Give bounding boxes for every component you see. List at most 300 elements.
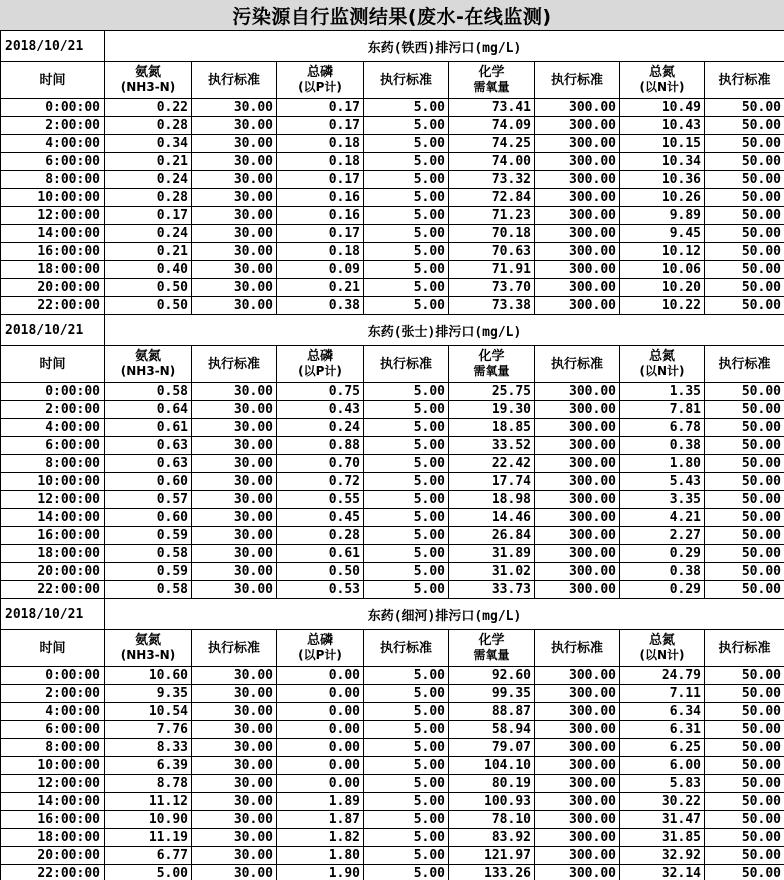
cell-ammonia-standard: 30.00 xyxy=(192,171,277,189)
header-standard xyxy=(192,62,277,99)
header-label: (以N计) xyxy=(639,648,685,662)
cell-nitrogen: 10.06 xyxy=(620,261,705,279)
section-outlet-name: 东药(张士)排污口(mg/L) xyxy=(105,315,784,346)
cell-ammonia-standard: 30.00 xyxy=(192,261,277,279)
header-label: 执行标准 xyxy=(379,640,432,656)
cell-time: 18:00:00 xyxy=(1,545,105,563)
cell-phosphorus-standard: 5.00 xyxy=(364,225,449,243)
cell-cod: 22.42 xyxy=(449,455,535,473)
table-row xyxy=(1,865,784,880)
cell-nitrogen: 10.20 xyxy=(620,279,705,297)
cell-cod-standard: 300.00 xyxy=(535,793,620,811)
cell-cod-standard: 300.00 xyxy=(535,667,620,685)
cell-nitrogen: 6.31 xyxy=(620,721,705,739)
cell-cod-standard: 300.00 xyxy=(535,243,620,261)
cell-phosphorus-standard: 5.00 xyxy=(364,279,449,297)
table-row xyxy=(1,545,784,563)
cell-cod-standard: 300.00 xyxy=(535,383,620,401)
cell-ammonia-standard: 30.00 xyxy=(192,225,277,243)
monitoring-table xyxy=(0,30,784,880)
cell-nitrogen-standard: 50.00 xyxy=(705,491,784,509)
cell-phosphorus: 0.18 xyxy=(277,135,364,153)
cell-time: 0:00:00 xyxy=(1,667,105,685)
header-ammonia xyxy=(105,62,192,99)
cell-time: 14:00:00 xyxy=(1,509,105,527)
cell-ammonia-standard: 30.00 xyxy=(192,739,277,757)
cell-cod: 104.10 xyxy=(449,757,535,775)
header-standard xyxy=(535,346,620,383)
cell-cod-standard: 300.00 xyxy=(535,189,620,207)
cell-cod: 18.98 xyxy=(449,491,535,509)
cell-cod: 33.52 xyxy=(449,437,535,455)
cell-phosphorus: 0.17 xyxy=(277,99,364,117)
cell-ammonia: 0.21 xyxy=(105,153,192,171)
cell-ammonia: 0.63 xyxy=(105,455,192,473)
header-label: (以P计) xyxy=(298,648,342,662)
table-row xyxy=(1,437,784,455)
header-label: 时间 xyxy=(39,356,66,372)
cell-phosphorus: 1.82 xyxy=(277,829,364,847)
cell-time: 20:00:00 xyxy=(1,847,105,865)
cell-ammonia: 6.77 xyxy=(105,847,192,865)
cell-phosphorus: 1.87 xyxy=(277,811,364,829)
cell-cod-standard: 300.00 xyxy=(535,527,620,545)
cell-cod-standard: 300.00 xyxy=(535,865,620,880)
cell-time: 18:00:00 xyxy=(1,829,105,847)
header-label: (以N计) xyxy=(639,364,685,378)
cell-ammonia: 11.12 xyxy=(105,793,192,811)
cell-phosphorus-standard: 5.00 xyxy=(364,455,449,473)
cell-time: 4:00:00 xyxy=(1,703,105,721)
cell-phosphorus-standard: 5.00 xyxy=(364,261,449,279)
cell-nitrogen: 3.35 xyxy=(620,491,705,509)
cell-ammonia: 0.28 xyxy=(105,189,192,207)
cell-time: 4:00:00 xyxy=(1,419,105,437)
cell-ammonia-standard: 30.00 xyxy=(192,563,277,581)
cell-ammonia-standard: 30.00 xyxy=(192,455,277,473)
table-row xyxy=(1,793,784,811)
header-standard xyxy=(535,62,620,99)
cell-phosphorus-standard: 5.00 xyxy=(364,473,449,491)
section-outlet-name: 东药(细河)排污口(mg/L) xyxy=(105,599,784,630)
cell-nitrogen: 31.47 xyxy=(620,811,705,829)
cell-ammonia-standard: 30.00 xyxy=(192,473,277,491)
cell-cod-standard: 300.00 xyxy=(535,581,620,599)
header-label: 氨氮 xyxy=(134,633,161,648)
table-row xyxy=(1,401,784,419)
cell-nitrogen: 1.35 xyxy=(620,383,705,401)
cell-nitrogen-standard: 50.00 xyxy=(705,135,784,153)
cell-nitrogen-standard: 50.00 xyxy=(705,279,784,297)
cell-cod-standard: 300.00 xyxy=(535,117,620,135)
cell-cod-standard: 300.00 xyxy=(535,545,620,563)
header-label: (以P计) xyxy=(298,80,342,94)
cell-phosphorus-standard: 5.00 xyxy=(364,739,449,757)
cell-ammonia-standard: 30.00 xyxy=(192,811,277,829)
cell-cod-standard: 300.00 xyxy=(535,473,620,491)
cell-time: 14:00:00 xyxy=(1,225,105,243)
table-row xyxy=(1,99,784,117)
header-label: 氨氮 xyxy=(134,349,161,364)
cell-phosphorus: 0.61 xyxy=(277,545,364,563)
cell-phosphorus: 0.00 xyxy=(277,703,364,721)
cell-nitrogen-standard: 50.00 xyxy=(705,545,784,563)
cell-nitrogen: 6.78 xyxy=(620,419,705,437)
cell-cod: 31.89 xyxy=(449,545,535,563)
cell-ammonia: 8.78 xyxy=(105,775,192,793)
header-label: 执行标准 xyxy=(379,356,432,372)
cell-time: 10:00:00 xyxy=(1,757,105,775)
cell-phosphorus-standard: 5.00 xyxy=(364,811,449,829)
cell-phosphorus: 0.75 xyxy=(277,383,364,401)
cell-time: 2:00:00 xyxy=(1,685,105,703)
cell-cod-standard: 300.00 xyxy=(535,739,620,757)
table-row xyxy=(1,261,784,279)
cell-nitrogen-standard: 50.00 xyxy=(705,455,784,473)
header-label: 需氧量 xyxy=(473,80,510,94)
cell-nitrogen-standard: 50.00 xyxy=(705,739,784,757)
cell-phosphorus: 0.43 xyxy=(277,401,364,419)
cell-ammonia-standard: 30.00 xyxy=(192,419,277,437)
cell-phosphorus-standard: 5.00 xyxy=(364,581,449,599)
cell-ammonia: 9.35 xyxy=(105,685,192,703)
cell-ammonia: 10.60 xyxy=(105,667,192,685)
column-header-row xyxy=(1,346,784,383)
cell-nitrogen-standard: 50.00 xyxy=(705,721,784,739)
cell-nitrogen-standard: 50.00 xyxy=(705,261,784,279)
header-label: 执行标准 xyxy=(207,640,260,656)
cell-phosphorus: 1.90 xyxy=(277,865,364,880)
cell-cod: 33.73 xyxy=(449,581,535,599)
cell-phosphorus-standard: 5.00 xyxy=(364,401,449,419)
cell-nitrogen-standard: 50.00 xyxy=(705,667,784,685)
cell-phosphorus: 0.88 xyxy=(277,437,364,455)
cell-nitrogen: 6.00 xyxy=(620,757,705,775)
cell-phosphorus: 1.89 xyxy=(277,793,364,811)
cell-cod-standard: 300.00 xyxy=(535,491,620,509)
section-outlet-name: 东药(铁西)排污口(mg/L) xyxy=(105,31,784,62)
cell-phosphorus: 0.24 xyxy=(277,419,364,437)
cell-ammonia: 0.61 xyxy=(105,419,192,437)
cell-ammonia: 0.60 xyxy=(105,473,192,491)
cell-phosphorus: 0.70 xyxy=(277,455,364,473)
cell-phosphorus-standard: 5.00 xyxy=(364,721,449,739)
cell-nitrogen: 32.92 xyxy=(620,847,705,865)
cell-ammonia-standard: 30.00 xyxy=(192,491,277,509)
cell-cod: 70.18 xyxy=(449,225,535,243)
header-label: 化学 xyxy=(478,65,505,80)
cell-cod-standard: 300.00 xyxy=(535,811,620,829)
cell-cod: 71.91 xyxy=(449,261,535,279)
cell-cod: 18.85 xyxy=(449,419,535,437)
table-row xyxy=(1,491,784,509)
cell-ammonia: 0.21 xyxy=(105,243,192,261)
cell-time: 14:00:00 xyxy=(1,793,105,811)
cell-phosphorus-standard: 5.00 xyxy=(364,207,449,225)
cell-phosphorus-standard: 5.00 xyxy=(364,545,449,563)
header-time xyxy=(1,346,105,383)
cell-phosphorus-standard: 5.00 xyxy=(364,793,449,811)
cell-ammonia: 0.50 xyxy=(105,279,192,297)
cell-nitrogen-standard: 50.00 xyxy=(705,99,784,117)
cell-ammonia: 0.40 xyxy=(105,261,192,279)
cell-nitrogen: 24.79 xyxy=(620,667,705,685)
cell-ammonia: 10.90 xyxy=(105,811,192,829)
cell-phosphorus: 0.55 xyxy=(277,491,364,509)
header-standard xyxy=(364,630,449,667)
table-row xyxy=(1,775,784,793)
cell-time: 0:00:00 xyxy=(1,383,105,401)
cell-nitrogen-standard: 50.00 xyxy=(705,383,784,401)
cell-nitrogen-standard: 50.00 xyxy=(705,793,784,811)
cell-cod: 92.60 xyxy=(449,667,535,685)
cell-time: 8:00:00 xyxy=(1,739,105,757)
cell-cod-standard: 300.00 xyxy=(535,297,620,315)
cell-nitrogen: 10.22 xyxy=(620,297,705,315)
cell-nitrogen-standard: 50.00 xyxy=(705,527,784,545)
cell-phosphorus: 0.45 xyxy=(277,509,364,527)
cell-nitrogen: 7.81 xyxy=(620,401,705,419)
header-standard xyxy=(364,346,449,383)
cell-nitrogen: 32.14 xyxy=(620,865,705,880)
header-label: 执行标准 xyxy=(379,72,432,88)
cell-ammonia: 0.59 xyxy=(105,527,192,545)
cell-cod: 31.02 xyxy=(449,563,535,581)
header-label: 执行标准 xyxy=(207,72,260,88)
cell-nitrogen: 30.22 xyxy=(620,793,705,811)
header-label: 执行标准 xyxy=(550,72,603,88)
cell-cod: 80.19 xyxy=(449,775,535,793)
cell-time: 16:00:00 xyxy=(1,811,105,829)
table-row xyxy=(1,757,784,775)
table-row xyxy=(1,703,784,721)
cell-nitrogen: 6.34 xyxy=(620,703,705,721)
cell-ammonia-standard: 30.00 xyxy=(192,153,277,171)
cell-phosphorus: 0.16 xyxy=(277,189,364,207)
cell-phosphorus: 0.09 xyxy=(277,261,364,279)
cell-ammonia: 10.54 xyxy=(105,703,192,721)
cell-cod: 17.74 xyxy=(449,473,535,491)
cell-phosphorus: 1.80 xyxy=(277,847,364,865)
cell-nitrogen-standard: 50.00 xyxy=(705,153,784,171)
header-standard xyxy=(364,62,449,99)
cell-ammonia-standard: 30.00 xyxy=(192,703,277,721)
header-label: 执行标准 xyxy=(718,640,771,656)
cell-phosphorus-standard: 5.00 xyxy=(364,383,449,401)
cell-cod: 73.41 xyxy=(449,99,535,117)
section-title-row xyxy=(1,315,784,346)
header-standard xyxy=(705,62,784,99)
section-date: 2018/10/21 xyxy=(1,315,105,346)
cell-cod: 100.93 xyxy=(449,793,535,811)
cell-cod-standard: 300.00 xyxy=(535,99,620,117)
sheet-title: 污染源自行监测结果(废水-在线监测) xyxy=(0,0,784,31)
cell-phosphorus-standard: 5.00 xyxy=(364,527,449,545)
cell-ammonia-standard: 30.00 xyxy=(192,721,277,739)
cell-phosphorus: 0.21 xyxy=(277,279,364,297)
header-cod xyxy=(449,346,535,383)
cell-phosphorus: 0.00 xyxy=(277,739,364,757)
header-standard xyxy=(705,630,784,667)
header-label: 执行标准 xyxy=(718,72,771,88)
section-title-row xyxy=(1,31,784,62)
header-phosphorus xyxy=(277,630,364,667)
header-label: 需氧量 xyxy=(473,364,510,378)
cell-nitrogen-standard: 50.00 xyxy=(705,171,784,189)
cell-nitrogen: 10.12 xyxy=(620,243,705,261)
cell-time: 6:00:00 xyxy=(1,721,105,739)
cell-nitrogen: 5.43 xyxy=(620,473,705,491)
cell-nitrogen-standard: 50.00 xyxy=(705,757,784,775)
cell-ammonia: 0.59 xyxy=(105,563,192,581)
cell-nitrogen-standard: 50.00 xyxy=(705,865,784,880)
cell-cod: 73.38 xyxy=(449,297,535,315)
cell-phosphorus-standard: 5.00 xyxy=(364,419,449,437)
cell-cod-standard: 300.00 xyxy=(535,437,620,455)
cell-nitrogen-standard: 50.00 xyxy=(705,473,784,491)
table-row xyxy=(1,811,784,829)
cell-nitrogen-standard: 50.00 xyxy=(705,685,784,703)
cell-phosphorus: 0.16 xyxy=(277,207,364,225)
header-nitrogen xyxy=(620,346,705,383)
cell-time: 16:00:00 xyxy=(1,243,105,261)
cell-time: 22:00:00 xyxy=(1,865,105,880)
cell-nitrogen: 10.34 xyxy=(620,153,705,171)
cell-nitrogen-standard: 50.00 xyxy=(705,243,784,261)
section-date: 2018/10/21 xyxy=(1,31,105,62)
cell-ammonia-standard: 30.00 xyxy=(192,793,277,811)
cell-phosphorus-standard: 5.00 xyxy=(364,685,449,703)
cell-nitrogen-standard: 50.00 xyxy=(705,563,784,581)
table-row xyxy=(1,279,784,297)
cell-nitrogen-standard: 50.00 xyxy=(705,207,784,225)
cell-cod: 70.63 xyxy=(449,243,535,261)
cell-ammonia: 0.50 xyxy=(105,297,192,315)
cell-time: 0:00:00 xyxy=(1,99,105,117)
cell-time: 8:00:00 xyxy=(1,171,105,189)
cell-nitrogen: 0.29 xyxy=(620,545,705,563)
header-phosphorus xyxy=(277,346,364,383)
cell-time: 10:00:00 xyxy=(1,189,105,207)
cell-ammonia: 0.22 xyxy=(105,99,192,117)
header-label: 执行标准 xyxy=(718,356,771,372)
cell-ammonia: 7.76 xyxy=(105,721,192,739)
cell-time: 22:00:00 xyxy=(1,297,105,315)
cell-ammonia-standard: 30.00 xyxy=(192,189,277,207)
table-row xyxy=(1,685,784,703)
cell-ammonia: 0.63 xyxy=(105,437,192,455)
cell-nitrogen-standard: 50.00 xyxy=(705,811,784,829)
cell-nitrogen-standard: 50.00 xyxy=(705,829,784,847)
cell-ammonia-standard: 30.00 xyxy=(192,545,277,563)
table-row xyxy=(1,581,784,599)
cell-nitrogen: 9.45 xyxy=(620,225,705,243)
header-label: (NH3-N) xyxy=(120,364,176,378)
cell-cod-standard: 300.00 xyxy=(535,847,620,865)
column-header-row xyxy=(1,62,784,99)
table-row xyxy=(1,419,784,437)
cell-phosphorus: 0.28 xyxy=(277,527,364,545)
cell-phosphorus: 0.17 xyxy=(277,117,364,135)
header-label: 化学 xyxy=(478,349,505,364)
table-row xyxy=(1,171,784,189)
cell-cod-standard: 300.00 xyxy=(535,153,620,171)
cell-ammonia: 0.28 xyxy=(105,117,192,135)
cell-phosphorus-standard: 5.00 xyxy=(364,99,449,117)
cell-phosphorus: 0.00 xyxy=(277,775,364,793)
cell-ammonia-standard: 30.00 xyxy=(192,847,277,865)
cell-cod: 74.09 xyxy=(449,117,535,135)
cell-time: 12:00:00 xyxy=(1,775,105,793)
cell-ammonia-standard: 30.00 xyxy=(192,117,277,135)
cell-time: 12:00:00 xyxy=(1,491,105,509)
table-row xyxy=(1,847,784,865)
cell-time: 18:00:00 xyxy=(1,261,105,279)
cell-nitrogen: 10.15 xyxy=(620,135,705,153)
cell-ammonia-standard: 30.00 xyxy=(192,527,277,545)
cell-nitrogen-standard: 50.00 xyxy=(705,775,784,793)
cell-cod: 14.46 xyxy=(449,509,535,527)
cell-cod: 26.84 xyxy=(449,527,535,545)
cell-nitrogen-standard: 50.00 xyxy=(705,703,784,721)
header-label: 化学 xyxy=(478,633,505,648)
cell-phosphorus: 0.17 xyxy=(277,171,364,189)
cell-nitrogen-standard: 50.00 xyxy=(705,847,784,865)
cell-ammonia-standard: 30.00 xyxy=(192,279,277,297)
header-label: 总氮 xyxy=(648,65,675,80)
table-row xyxy=(1,383,784,401)
cell-ammonia: 0.24 xyxy=(105,171,192,189)
cell-nitrogen: 6.25 xyxy=(620,739,705,757)
cell-cod: 99.35 xyxy=(449,685,535,703)
header-ammonia xyxy=(105,630,192,667)
cell-nitrogen: 7.11 xyxy=(620,685,705,703)
cell-cod-standard: 300.00 xyxy=(535,455,620,473)
cell-nitrogen: 10.49 xyxy=(620,99,705,117)
cell-cod-standard: 300.00 xyxy=(535,225,620,243)
cell-cod-standard: 300.00 xyxy=(535,829,620,847)
cell-ammonia: 0.34 xyxy=(105,135,192,153)
table-row xyxy=(1,243,784,261)
cell-cod: 73.32 xyxy=(449,171,535,189)
cell-cod-standard: 300.00 xyxy=(535,207,620,225)
cell-phosphorus: 0.18 xyxy=(277,243,364,261)
cell-ammonia: 0.58 xyxy=(105,545,192,563)
cell-ammonia-standard: 30.00 xyxy=(192,581,277,599)
table-row xyxy=(1,117,784,135)
cell-phosphorus: 0.00 xyxy=(277,667,364,685)
cell-cod-standard: 300.00 xyxy=(535,135,620,153)
cell-cod: 58.94 xyxy=(449,721,535,739)
cell-phosphorus-standard: 5.00 xyxy=(364,135,449,153)
cell-time: 2:00:00 xyxy=(1,117,105,135)
cell-cod-standard: 300.00 xyxy=(535,171,620,189)
table-row xyxy=(1,721,784,739)
cell-ammonia: 11.19 xyxy=(105,829,192,847)
table-row xyxy=(1,473,784,491)
cell-ammonia-standard: 30.00 xyxy=(192,383,277,401)
cell-ammonia-standard: 30.00 xyxy=(192,401,277,419)
cell-cod-standard: 300.00 xyxy=(535,775,620,793)
cell-cod-standard: 300.00 xyxy=(535,685,620,703)
header-label: 需氧量 xyxy=(473,648,510,662)
cell-ammonia-standard: 30.00 xyxy=(192,667,277,685)
cell-cod: 83.92 xyxy=(449,829,535,847)
cell-phosphorus-standard: 5.00 xyxy=(364,117,449,135)
cell-phosphorus: 0.72 xyxy=(277,473,364,491)
cell-phosphorus-standard: 5.00 xyxy=(364,847,449,865)
cell-cod: 133.26 xyxy=(449,865,535,880)
